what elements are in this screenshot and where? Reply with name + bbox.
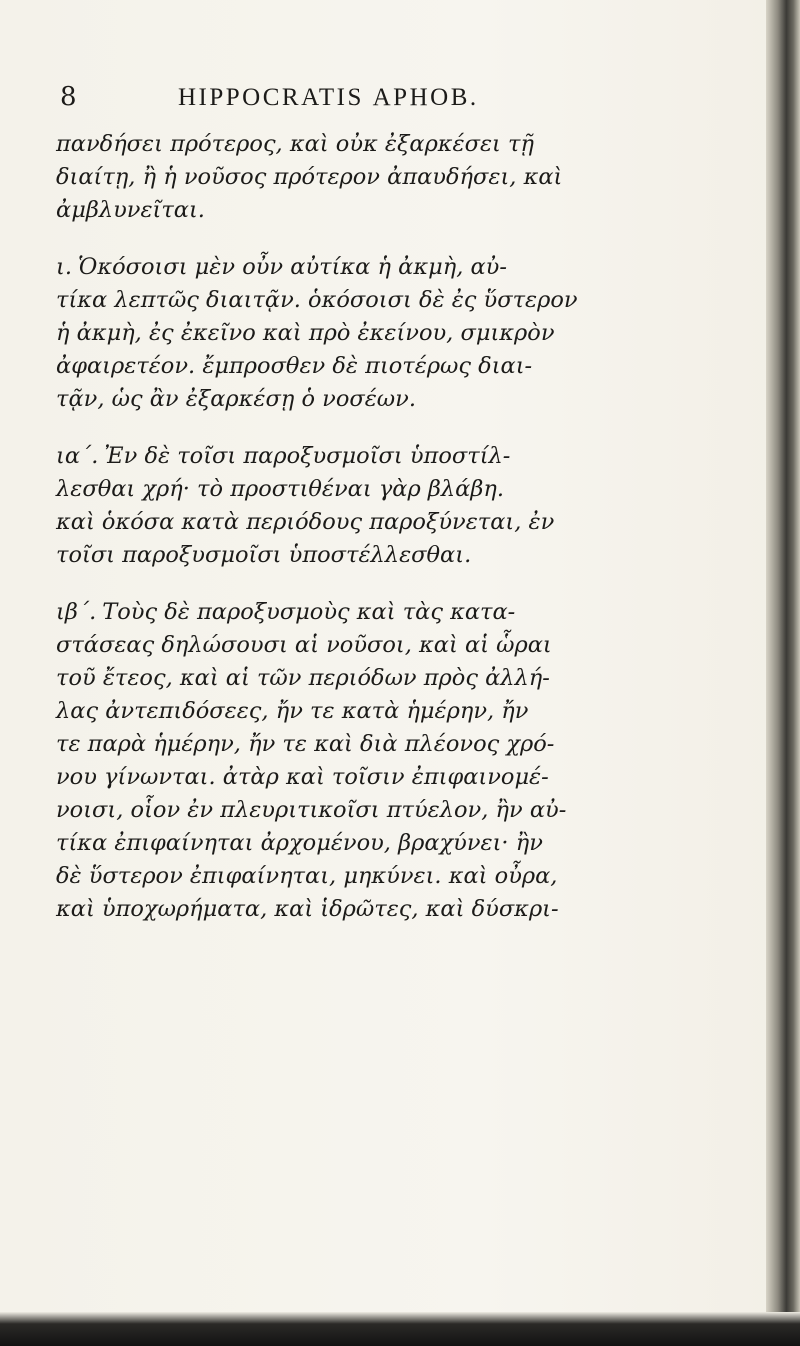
text-line: ἡ ἀκμὴ, ἐς ἐκεῖνο καὶ πρὸ ἐκείνου, σμικρὸν bbox=[56, 320, 555, 346]
text-line: τοῦ ἔτεος, καὶ αἱ τῶν περιόδων πρὸς ἀλλή- bbox=[56, 665, 550, 691]
text-line: καὶ ὑποχωρήματα, καὶ ἱδρῶτες, καὶ δύσκρι- bbox=[56, 896, 559, 922]
body-text bbox=[56, 128, 760, 950]
text-line: ἀμβλυνεῖται. bbox=[56, 197, 205, 223]
running-header bbox=[60, 82, 760, 122]
aphorism-11 bbox=[56, 440, 760, 572]
text-line: τε παρὰ ἡμέρην, ἤν τε καὶ διὰ πλέονος χρό- bbox=[56, 731, 555, 757]
text-line: διαίτῃ, ἢ ἡ νοῦσος πρότερον ἀπαυδήσει, καὶ bbox=[56, 164, 563, 190]
running-title: HIPPOCRATIS ΑΡΗΟΒ. bbox=[178, 84, 479, 111]
aphorism-number: ια΄. bbox=[56, 443, 99, 469]
text-line: νου γίνωνται. ἀτὰρ καὶ τοῖσιν ἐπιφαινομέ- bbox=[56, 764, 549, 790]
text-line: δὲ ὕστερον ἐπιφαίνηται, μηκύνει. καὶ οὖρα, bbox=[56, 863, 558, 889]
text-line: στάσεας δηλώσουσι αἱ νοῦσοι, καὶ αἱ ὧραι bbox=[56, 632, 552, 658]
text-line: λας ἀντεπιδόσεες, ἤν τε κατὰ ἡμέρην, ἤν bbox=[56, 698, 529, 724]
page-number: 8 bbox=[60, 82, 78, 112]
text-line: ιβ΄. Τοὺς δὲ παροξυσμοὺς καὶ τὰς κατα- bbox=[56, 599, 516, 625]
paragraph-continuation bbox=[56, 128, 760, 227]
text-line: λεσθαι χρή· τὸ προστιθέναι γὰρ βλάβη. bbox=[56, 476, 504, 502]
book-spine-shadow bbox=[766, 0, 800, 1346]
text-line: καὶ ὁκόσα κατὰ περιόδους παροξύνεται, ἐν bbox=[56, 509, 555, 535]
text-line: τοῖσι παροξυσμοῖσι ὑποστέλλεσθαι. bbox=[56, 542, 472, 568]
text-line: τίκα ἐπιφαίνηται ἀρχομένου, βραχύνει· ἢν bbox=[56, 830, 543, 856]
text-line: ι. Ὁκόσοισι μὲν οὖν αὐτίκα ἡ ἀκμὴ, αὐ- bbox=[56, 254, 507, 280]
text-line: τᾷν, ὡς ἂν ἐξαρκέσῃ ὁ νοσέων. bbox=[56, 386, 416, 412]
aphorism-12 bbox=[56, 596, 760, 926]
text-line: ἀφαιρετέον. ἔμπροσθεν δὲ πιοτέρως διαι- bbox=[56, 353, 533, 379]
text-line: νοισι, οἷον ἐν πλευριτικοῖσι πτύελον, ἢν αὐ- bbox=[56, 797, 567, 823]
page-bottom-shadow bbox=[0, 1312, 800, 1346]
aphorism-number: ιβ΄. bbox=[56, 599, 97, 625]
text-line: τίκα λεπτῶς διαιτᾷν. ὁκόσοισι δὲ ἐς ὕστερον bbox=[56, 287, 578, 313]
aphorism-10 bbox=[56, 251, 760, 416]
aphorism-number: ι. bbox=[56, 254, 72, 280]
text-line: ια΄. Ἐν δὲ τοῖσι παροξυσμοῖσι ὑποστίλ- bbox=[56, 443, 511, 469]
text-line: πανδήσει πρότερος, καὶ οὐκ ἐξαρκέσει τῇ bbox=[56, 131, 534, 157]
